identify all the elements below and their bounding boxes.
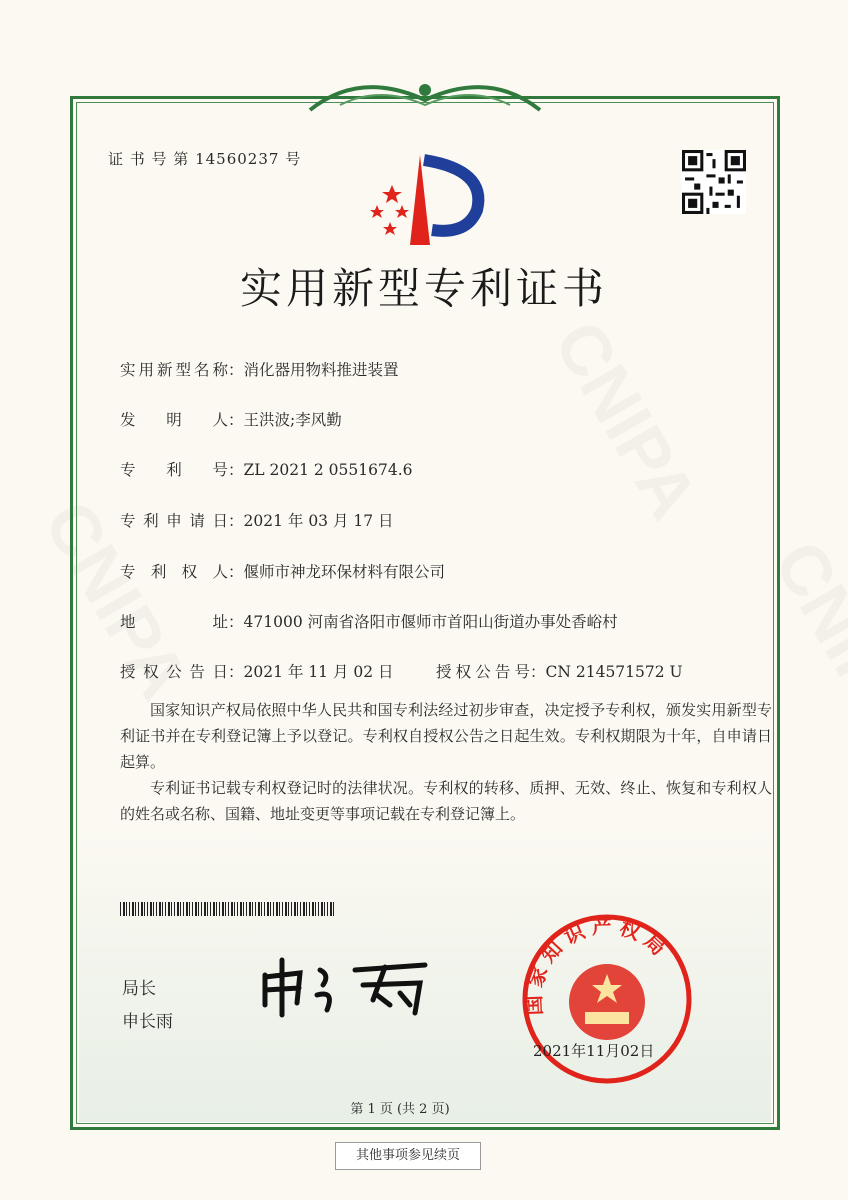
- cnipa-logo: [362, 150, 492, 250]
- field-inventor: 发明人：王洪波;李风勤: [120, 411, 342, 429]
- continuation-note: 其他事项参见续页: [335, 1142, 481, 1170]
- seal-date: 2021年11月02日: [533, 1042, 655, 1060]
- barcode: [120, 902, 336, 916]
- field-grant-date: 授权公告日：2021 年 11 月 02 日: [120, 663, 394, 681]
- certificate-number: 证 书 号 第 14560237 号: [108, 150, 302, 168]
- statement-paragraph-1: 国家知识产权局依照中华人民共和国专利法经过初步审查，决定授予专利权，颁发实用新型专利证书并在专利登记簿上予以登记。专利权自授权公告之日起生效。专利权期限为十年，自申请日起算。: [120, 701, 772, 771]
- field-patentee: 专利权人：偃师市神龙环保材料有限公司: [120, 563, 446, 581]
- statement-paragraph-2: 专利证书记载专利权登记时的法律状况。专利权的转移、质押、无效、终止、恢复和专利权人的姓名或名称、国籍、地址变更等事项记载在专利登记簿上。: [120, 779, 772, 823]
- field-grant-publication-number: 授权公告号：CN 214571572 U: [436, 663, 683, 681]
- field-utility-model-name: 实用新型名称：消化器用物料推进装置: [120, 361, 399, 379]
- qr-code: [682, 150, 746, 214]
- director-signature: [255, 955, 440, 1020]
- page-indicator: 第 1 页 (共 2 页): [350, 1102, 450, 1117]
- director-name: 申长雨: [122, 1012, 173, 1032]
- field-patent-number: 专利号：ZL 2021 2 0551674.6: [120, 461, 413, 479]
- field-address: 地址：471000 河南省洛阳市偃师市首阳山街道办事处香峪村: [120, 613, 618, 631]
- field-application-date: 专利申请日：2021 年 03 月 17 日: [120, 512, 394, 530]
- director-title: 局长: [122, 979, 156, 999]
- svg-text:国家知识产权局: 国家知识产权局: [521, 914, 675, 1016]
- certificate-title: 实用新型专利证书: [239, 264, 608, 313]
- ornament-top: [300, 70, 550, 120]
